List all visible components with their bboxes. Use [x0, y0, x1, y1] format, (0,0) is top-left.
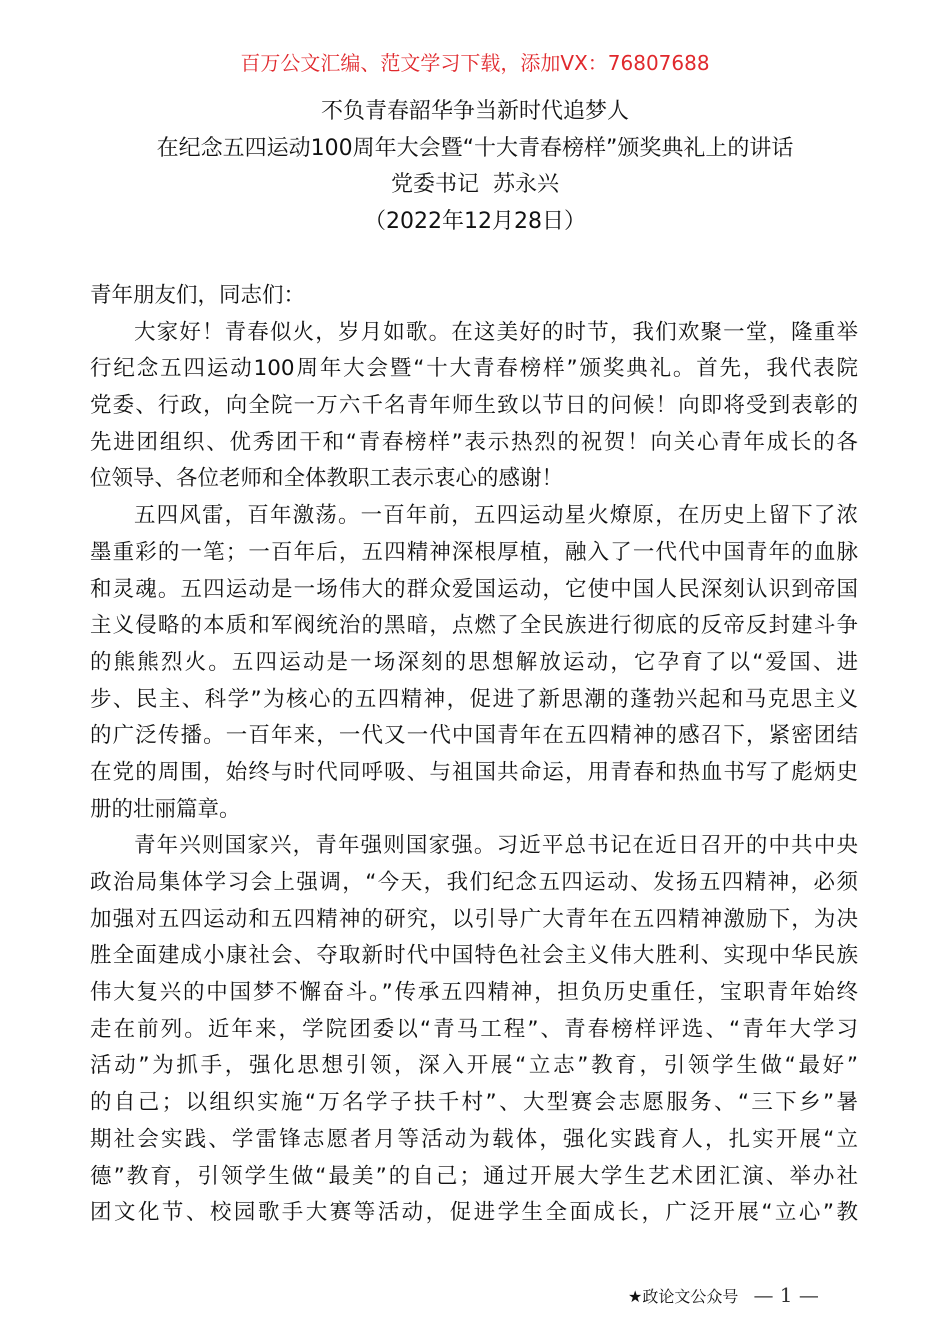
text-line: 政治局集体学习会上强调，“今天，我们纪念五四运动、发扬五四精神，必须 [90, 870, 858, 895]
text-line: 步、民主、科学”为核心的五四精神，促进了新思潮的蓬勃兴起和马克思主义 [90, 686, 858, 712]
watermark-banner: 百万公文汇编、范文学习下载，添加VX：76807688 [240, 51, 710, 75]
footer-source: ★政论文公众号 [628, 1287, 739, 1306]
text-line: 先进团组织、优秀团干和“青春榜样”表示热烈的祝贺！向关心青年成长的各 [90, 429, 858, 455]
salutation [90, 278, 858, 315]
text-line: 伟大复兴的中国梦不懈奋斗。”传承五四精神，担负历史重任，宝职青年始终 [90, 980, 858, 1006]
text-line: 胜全面建成小康社会、夺取新时代中国特色社会主义伟大胜利、实现中华民族 [90, 943, 858, 969]
text-line: 和灵魂。五四运动是一场伟大的群众爱国运动，它使中国人民深刻认识到帝国 [90, 576, 858, 602]
text-line: 主义侵略的本质和军阀统治的黑暗，点燃了全民族进行彻底的反帝反封建斗争 [90, 613, 858, 639]
text-line: 德”教育，引领学生做“最美”的自己；通过开展大学生艺术团汇演、举办社 [90, 1163, 858, 1189]
paragraph [90, 315, 858, 498]
text-line: 走在前列。近年来，学院团委以“青马工程”、青春榜样评选、“青年大学习 [90, 1016, 858, 1042]
speaker-line: 党委书记 苏永兴 [391, 172, 559, 197]
text-line: 活动”为抓手，强化思想引领，深入开展“立志”教育，引领学生做“最好” [90, 1053, 858, 1079]
paragraph [90, 828, 858, 1232]
text-line: 期社会实践、学雷锋志愿者月等活动为载体，强化实践育人，扎实开展“立 [90, 1126, 858, 1152]
text-line: 墨重彩的一笔；一百年后，五四精神深根厚植，融入了一代代中国青年的血脉 [90, 539, 858, 565]
text-line: 的熊熊烈火。五四运动是一场深刻的思想解放运动，它孕育了以“爱国、进 [90, 649, 858, 675]
text-line: 党委、行政，向全院一万六千名青年师生致以节日的问候！向即将受到表彰的 [90, 393, 858, 419]
page-number: — 1 — [753, 1283, 819, 1307]
text-line: 的广泛传播。一百年来，一代又一代中国青年在五四精神的感召下，紧密团结 [90, 723, 858, 749]
document-subtitle: 在纪念五四运动100周年大会暨“十大青春榜样”颁奖典礼上的讲话 [156, 136, 794, 161]
text-line: 青年朋友们，同志们： [90, 283, 306, 308]
text-line: 位领导、各位老师和全体教职工表示衷心的感谢！ [90, 466, 564, 492]
text-line: 青年兴则国家兴，青年强则国家强。习近平总书记在近日召开的中共中央 [134, 833, 858, 859]
text-line: 在党的周围，始终与时代同呼吸、与祖国共命运，用青春和热血书写了彪炳史 [90, 759, 858, 785]
document-body [90, 278, 858, 1232]
paragraph [90, 498, 858, 828]
document-title: 不负青春韶华争当新时代追梦人 [320, 99, 629, 124]
speech-date: （2022年12月28日） [364, 209, 586, 234]
text-line: 的自己；以组织实施“万名学子扶千村”、大型赛会志愿服务、“三下乡”暑 [90, 1090, 858, 1116]
text-line: 册的壮丽篇章。 [90, 796, 241, 822]
text-line: 五四风雷，百年激荡。一百年前，五四运动星火燎原，在历史上留下了浓 [134, 503, 858, 529]
text-line: 大家好！青春似火，岁月如歌。在这美好的时节，我们欢聚一堂，隆重举 [134, 319, 858, 345]
page-footer [628, 1283, 819, 1307]
text-line: 团文化节、校园歌手大赛等活动，促进学生全面成长，广泛开展“立心”教 [90, 1200, 858, 1226]
text-line: 加强对五四运动和五四精神的研究，以引导广大青年在五四精神激励下，为决 [90, 906, 858, 932]
text-line: 行纪念五四运动100周年大会暨“十大青春榜样”颁奖典礼。首先，我代表院 [90, 356, 858, 382]
